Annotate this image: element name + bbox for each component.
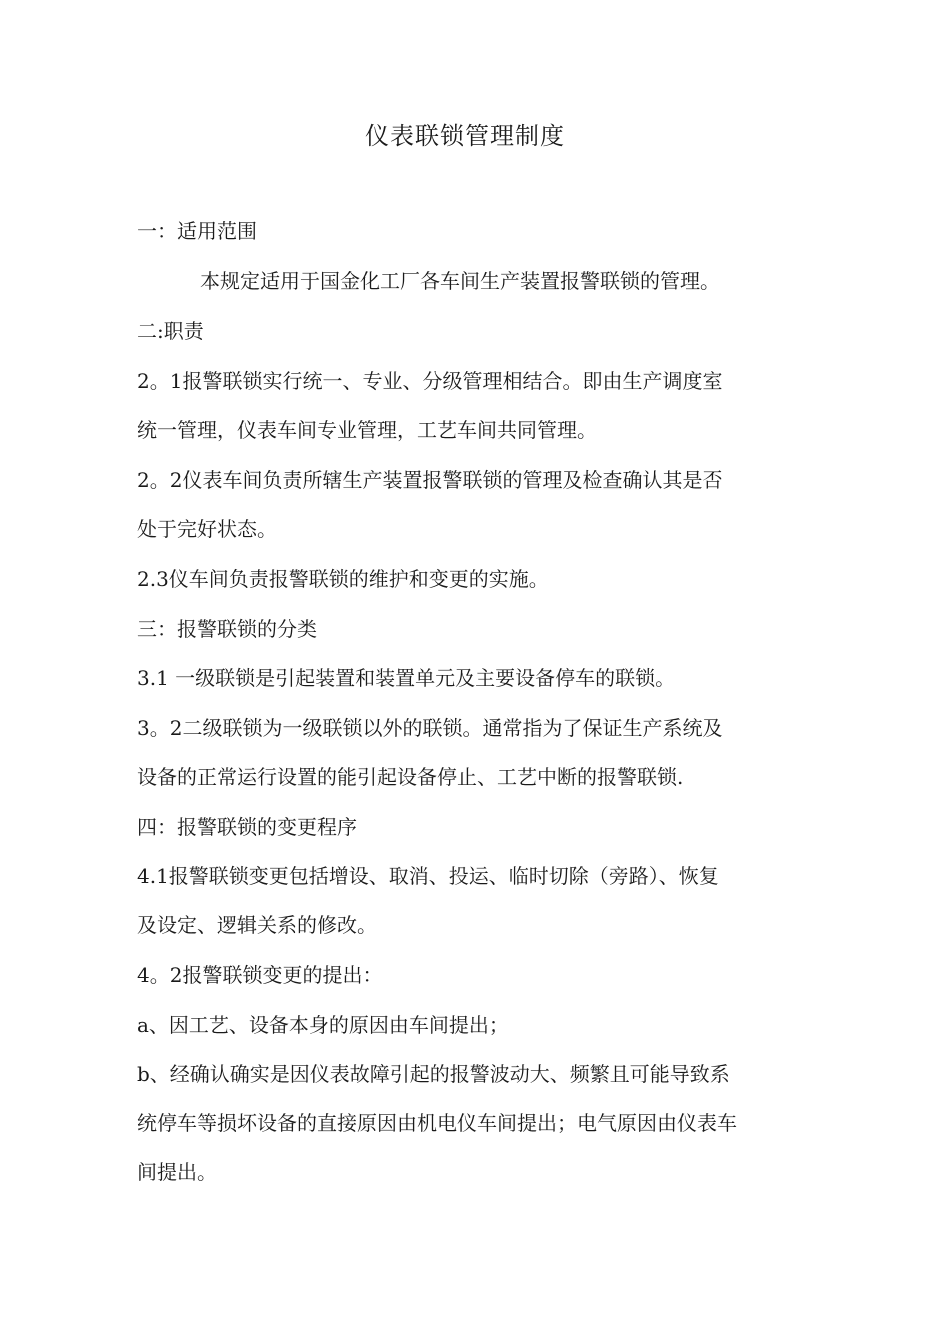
paragraph-line: 3。2二级联锁为一级联锁以外的联锁。通常指为了保证生产系统及 [137, 716, 723, 740]
document-title: 仪表联锁管理制度 [365, 122, 565, 150]
paragraph-line: 及设定、逻辑关系的修改。 [137, 913, 377, 937]
paragraph-line: 2。2仪表车间负责所辖生产装置报警联锁的管理及检查确认其是否 [137, 468, 723, 492]
paragraph-line: 处于完好状态。 [137, 517, 277, 541]
paragraph-line: 间提出。 [137, 1160, 217, 1184]
paragraph-line: 3.1 一级联锁是引起装置和装置单元及主要设备停车的联锁。 [137, 666, 676, 690]
paragraph-line: 2。1报警联锁实行统一、专业、分级管理相结合。即由生产调度室 [137, 369, 723, 393]
paragraph-line: 本规定适用于国金化工厂各车间生产装置报警联锁的管理。 [200, 269, 720, 293]
paragraph-line: 统停车等损坏设备的直接原因由机电仪车间提出；电气原因由仪表车 [137, 1111, 737, 1135]
section-heading-duties: 二:职责 [137, 319, 204, 343]
paragraph-line: b、经确认确实是因仪表故障引起的报警波动大、频繁且可能导致系 [137, 1062, 730, 1086]
paragraph-line: 2.3仪车间负责报警联锁的维护和变更的实施。 [137, 567, 549, 591]
section-heading-classification: 三：报警联锁的分类 [137, 617, 317, 641]
paragraph-line: a、因工艺、设备本身的原因由车间提出； [137, 1013, 509, 1037]
paragraph-line: 统一管理，仪表车间专业管理，工艺车间共同管理。 [137, 418, 597, 442]
section-heading-scope: 一：适用范围 [137, 219, 257, 243]
paragraph-line: 4。2报警联锁变更的提出： [137, 963, 383, 987]
paragraph-line: 设备的正常运行设置的能引起设备停止、工艺中断的报警联锁. [137, 765, 684, 789]
section-heading-change-procedure: 四：报警联锁的变更程序 [137, 815, 357, 839]
paragraph-line: 4.1报警联锁变更包括增设、取消、投运、临时切除（旁路）、恢复 [137, 864, 719, 888]
